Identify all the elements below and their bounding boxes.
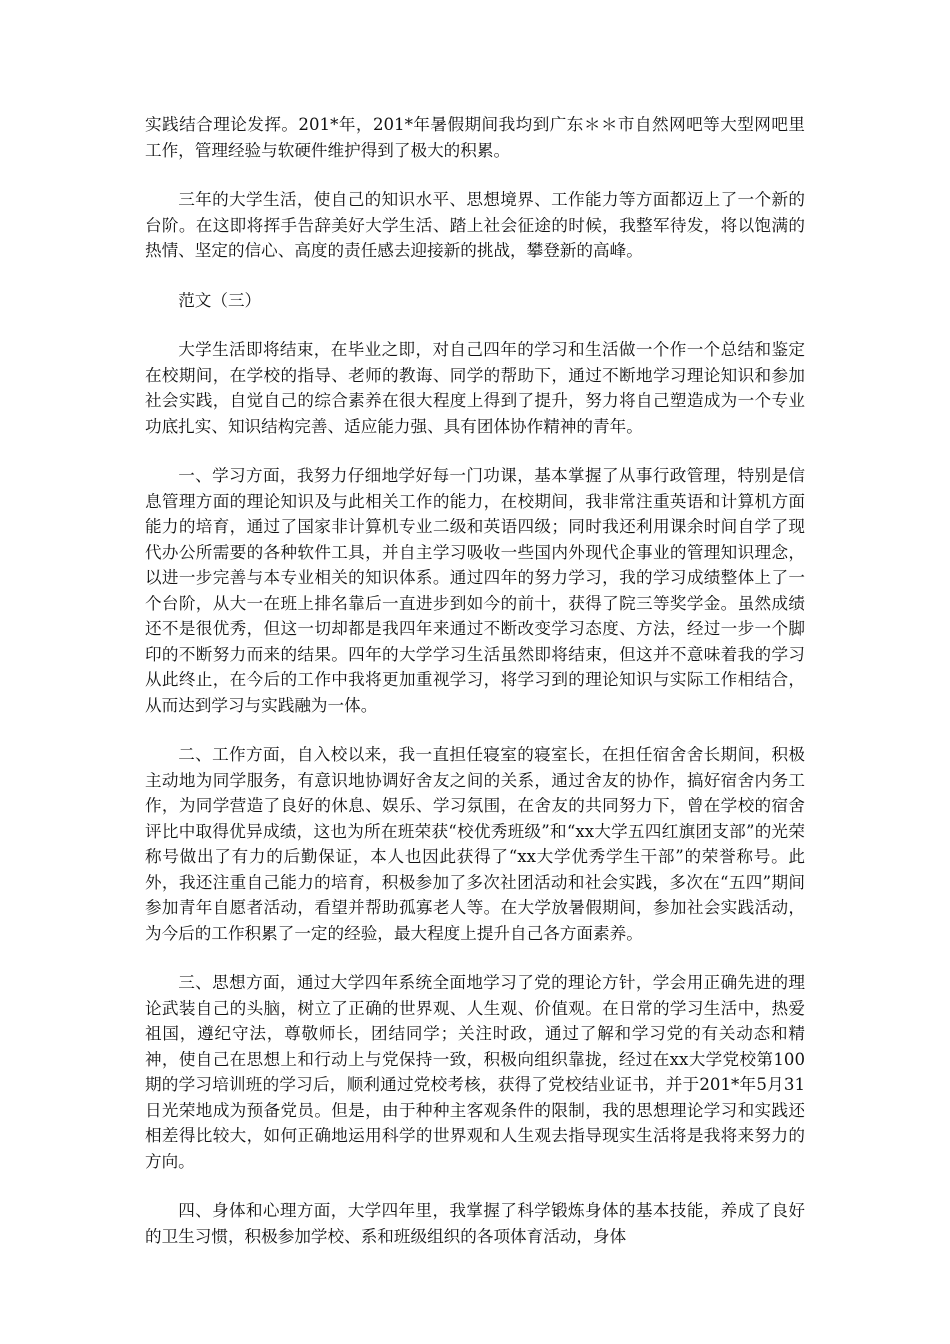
paragraph-thought: 三、思想方面，通过大学四年系统全面地学习了党的理论方针，学会用正确先进的理论武装自己的头脑，树立了正确的世界观、人生观、价值观。在日常的学习生活中，热爱祖国，遵纪守法，尊敬师长，团结同学；关注时政，通过了解和学习党的有关动态和精神，使自己在思想上和行动上与党保持一致，积极向组织靠拢，经过在xx大学党校第100期的学习培训班的学习后，顺利通过党校考核，获得了党校结业证书，并于201*年5月31日光荣地成为预备党员。但是，由于种种主客观条件的限制，我的思想理论学习和实践还相差得比较大，如何正确地运用科学的世界观和人生观去指导现实生活将是我将来努力的方向。 [145, 973, 805, 1171]
section-heading: 范文（三） [178, 290, 262, 310]
paragraph-summary: 三年的大学生活，使自己的知识水平、思想境界、工作能力等方面都迈上了一个新的台阶。在这即将挥手告辞美好大学生活、踏上社会征途的时候，我整军待发，将以饱满的热情、坚定的信心、高度的责任感去迎接新的挑战，攀登新的高峰。 [145, 190, 805, 260]
paragraph-health: 四、身体和心理方面，大学四年里，我掌握了科学锻炼身体的基本技能，养成了良好的卫生习惯，积极参加学校、系和班级组织的各项体育活动，身体 [145, 1201, 805, 1246]
paragraph-continuation: 实践结合理论发挥。201*年，201*年暑假期间我均到广东＊＊市自然网吧等大型网吧里工作，管理经验与软硬件维护得到了极大的积累。 [145, 115, 805, 160]
paragraph-work: 二、工作方面，自入校以来，我一直担任寝室的寝室长，在担任宿舍舍长期间，积极主动地为同学服务，有意识地协调好舍友之间的关系，通过舍友的协作，搞好宿舍内务工作，为同学营造了良好的休息、娱乐、学习氛围，在舍友的共同努力下，曾在学校的宿舍评比中取得优异成绩，这也为所在班荣获“校优秀班级”和“xx大学五四红旗团支部”的光荣称号做出了有力的后勤保证，本人也因此获得了“xx大学优秀学生干部”的荣誉称号。此外，我还注重自己能力的培育，积极参加了多次社团活动和社会实践，多次在“五四”期间参加青年自愿者活动，看望并帮助孤寡老人等。在大学放暑假期间，参加社会实践活动，为今后的工作积累了一定的经验，最大程度上提升自己各方面素养。 [145, 745, 805, 943]
paragraph-study: 一、学习方面，我努力仔细地学好每一门功课，基本掌握了从事行政管理，特别是信息管理方面的理论知识及与此相关工作的能力，在校期间，我非常注重英语和计算机方面能力的培育，通过了国家非计算机专业二级和英语四级；同时我还利用课余时间自学了现代办公所需要的各种软件工具，并自主学习吸收一些国内外现代企事业的管理知识理念，以进一步完善与本专业相关的知识体系。通过四年的努力学习，我的学习成绩整体上了一个台阶，从大一在班上排名靠后一直进步到如今的前十，获得了院三等奖学金。虽然成绩还不是很优秀，但这一切却都是我四年来通过不断改变学习态度、方法，经过一步一个脚印的不断努力而来的结果。四年的大学学习生活虽然即将结束，但这并不意味着我的学习从此终止，在今后的工作中我将更加重视学习，将学习到的理论知识与实际工作相结合，从而达到学习与实践融为一体。 [145, 466, 805, 715]
paragraph-intro: 大学生活即将结束，在毕业之即，对自己四年的学习和生活做一个作一个总结和鉴定在校期间，在学校的指导、老师的教诲、同学的帮助下，通过不断地学习理论知识和参加社会实践，自觉自己的综合素养在很大程度上得到了提升，努力将自己塑造成为一个专业功底扎实、知识结构完善、适应能力强、具有团体协作精神的青年。 [145, 340, 805, 436]
document-page [145, 112, 805, 1273]
